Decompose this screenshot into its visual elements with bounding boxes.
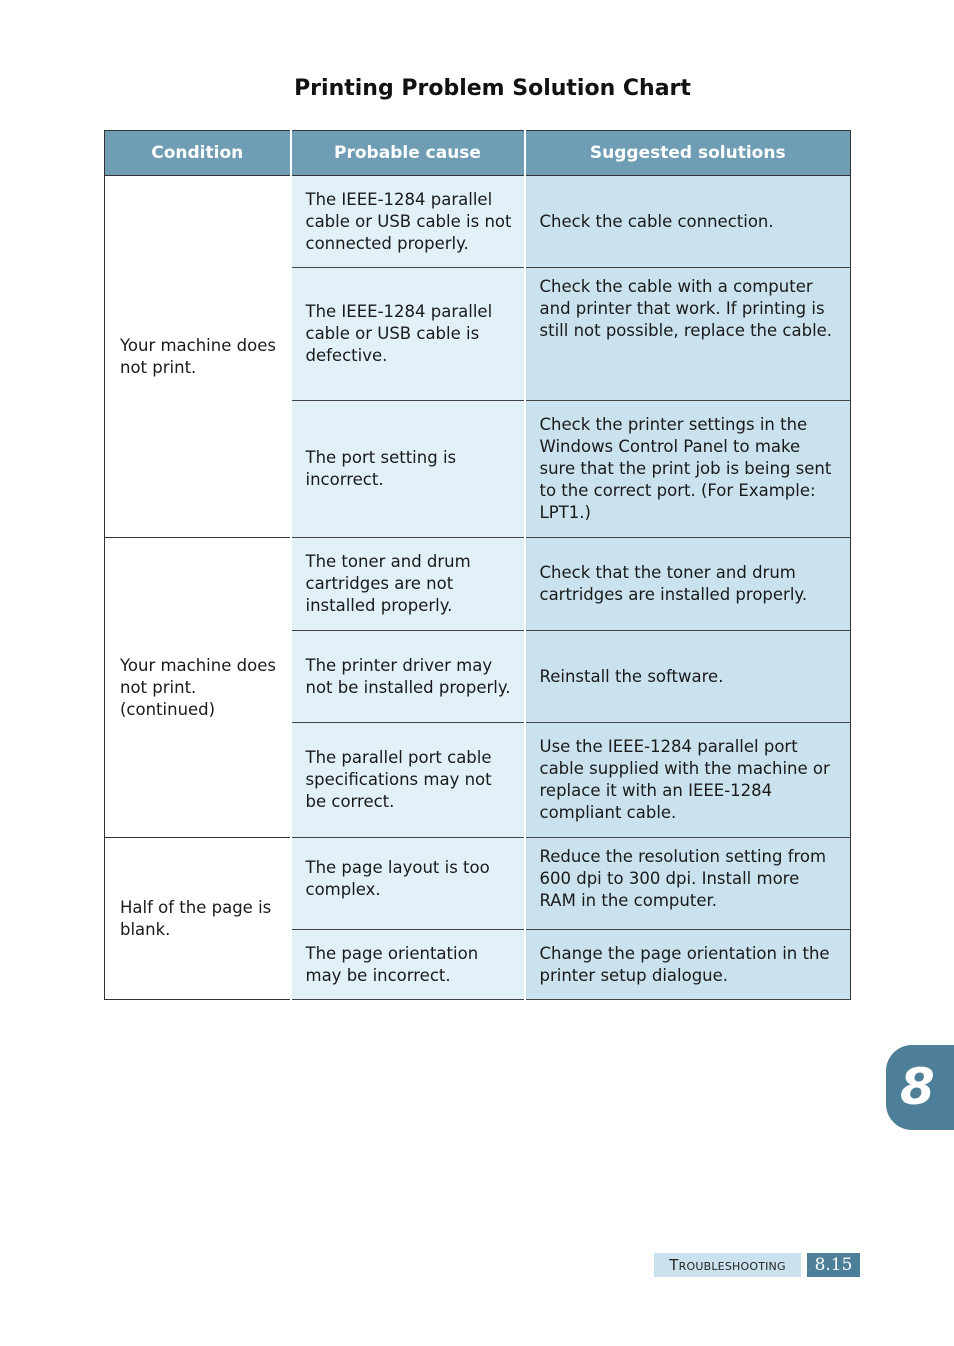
- solution-cell: Check the cable connection.: [525, 176, 851, 268]
- solution-table: [104, 130, 851, 1000]
- table-row: [105, 176, 851, 268]
- header-probable-cause: Probable cause: [291, 131, 525, 176]
- header-condition: Condition: [105, 131, 291, 176]
- solution-cell: Check the printer settings in the Windows Control Panel to make sure that the print job is being sent to the correct port. (For Example: LPT1.): [525, 401, 851, 538]
- condition-cell: Your machine does not print.: [105, 176, 291, 538]
- cause-cell: The page orientation may be incorrect.: [291, 930, 525, 1000]
- cause-cell: The IEEE-1284 parallel cable or USB cable is defective.: [291, 268, 525, 401]
- solution-cell: Use the IEEE-1284 parallel port cable supplied with the machine or replace it with an IEEE-1284 compliant cable.: [525, 723, 851, 838]
- header-suggested-solutions: Suggested solutions: [525, 131, 851, 176]
- cause-cell: The port setting is incorrect.: [291, 401, 525, 538]
- cause-cell: The parallel port cable specifications may not be correct.: [291, 723, 525, 838]
- solution-cell: Check the cable with a computer and printer that work. If printing is still not possible, replace the cable.: [525, 268, 851, 401]
- cause-cell: The printer driver may not be installed properly.: [291, 631, 525, 723]
- footer-page-number: 8.15: [807, 1253, 860, 1277]
- footer-section-label: Troubleshooting: [654, 1253, 801, 1277]
- cause-cell: The IEEE-1284 parallel cable or USB cable is not connected properly.: [291, 176, 525, 268]
- page-title: Printing Problem Solution Chart: [294, 76, 691, 101]
- table-row: [105, 538, 851, 631]
- cause-cell: The toner and drum cartridges are not installed properly.: [291, 538, 525, 631]
- cause-cell: The page layout is too complex.: [291, 838, 525, 930]
- solution-cell: Reinstall the software.: [525, 631, 851, 723]
- table-row: [105, 838, 851, 930]
- solution-cell: Check that the toner and drum cartridges are installed properly.: [525, 538, 851, 631]
- solution-cell: Change the page orientation in the printer setup dialogue.: [525, 930, 851, 1000]
- condition-cell: Your machine does not print. (continued): [105, 538, 291, 838]
- table-header-row: [105, 131, 851, 176]
- condition-cell: Half of the page is blank.: [105, 838, 291, 1000]
- solution-cell: Reduce the resolution setting from 600 dpi to 300 dpi. Install more RAM in the computer.: [525, 838, 851, 930]
- chapter-tab: 8: [886, 1045, 954, 1130]
